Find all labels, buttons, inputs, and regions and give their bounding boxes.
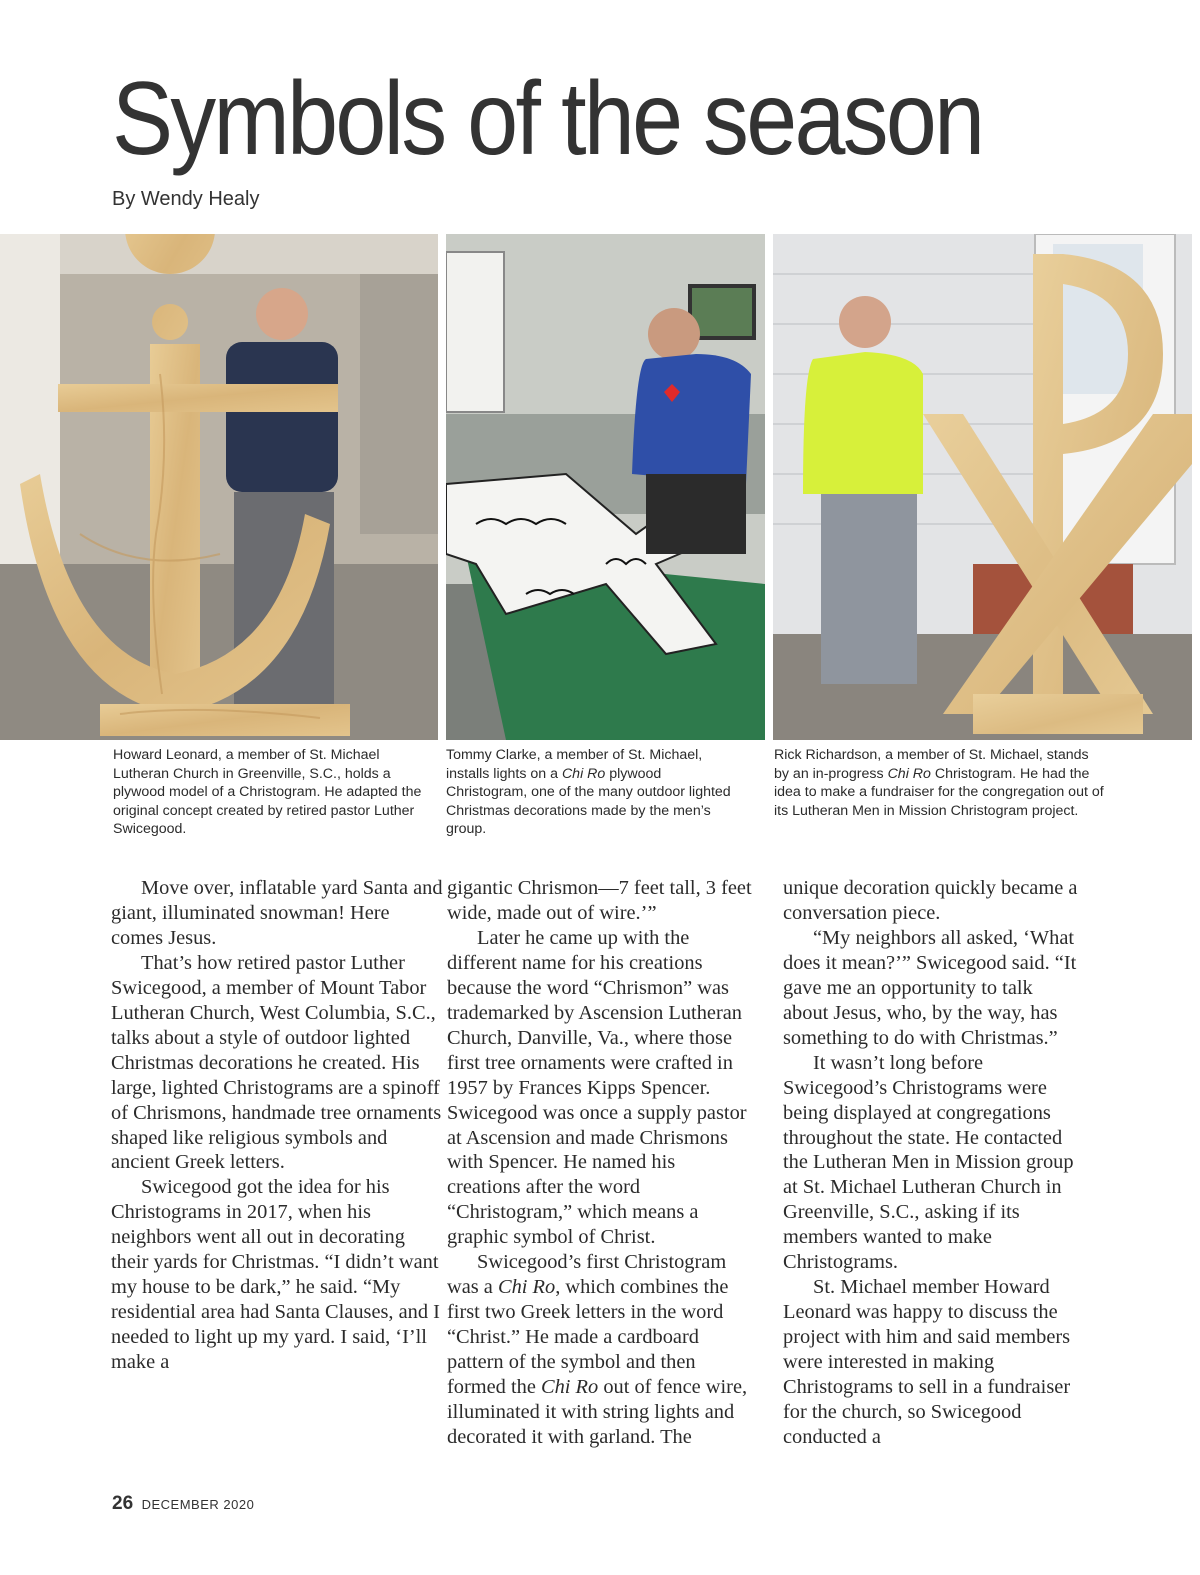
paragraph: That’s how retired pastor Luther Swicegood, a member of Mount Tabor Lutheran Church, West Columbia, S.C., talks about a style of outdoor lighted Christmas decorations he created. His large, lighted Christograms are a spinoff of Chrismons, handmade tree ornaments shaped like religious symbols and ancient Greek letters. — [111, 951, 442, 1174]
page-number: 26 — [112, 1493, 134, 1514]
body-column-2 — [447, 876, 752, 1450]
body-column-3 — [783, 876, 1083, 1450]
paragraph: unique decoration quickly became a conversation piece. — [783, 877, 1078, 924]
paragraph: Swicegood’s first Christogram was a Chi Ro, which combines the first two Greek letters in the word “Christ.” He made a cardboard pattern of the symbol and then formed the Chi Ro out of fence wire, illuminated it with string lights and decorated it with garland. The — [447, 1251, 748, 1448]
byline: By Wendy Healy — [112, 188, 260, 210]
issue-date: DECEMBER 2020 — [141, 1497, 255, 1512]
paragraph: gigantic Chrismon—7 feet tall, 3 feet wide, made out of wire.’” — [447, 877, 752, 924]
paragraph: Later he came up with the different name for his creations because the word “Chrismon” was trademarked by Ascension Lutheran Church, Danville, Va., where those first tree ornaments were crafted in 1957 by Frances Kipps Spencer. Swicegood was once a supply pastor at Ascension and made Chrismons with Spencer. He named his creations after the word “Christogram,” which means a graphic symbol of Christ. — [447, 926, 747, 1249]
caption-photo-1: Howard Leonard, a member of St. Michael Lutheran Church in Greenville, S.C., holds a plywood model of a Christogram. He adapted the original concept created by retired pastor Luther Swicegood. — [113, 747, 422, 838]
caption-photo-2: Tommy Clarke, a member of St. Michael, installs lights on a Chi Ro plywood Christogram, one of the many outdoor lighted Christmas decorations made by the men’s group. — [446, 747, 731, 838]
photo-anchor-christogram — [0, 234, 438, 740]
paragraph: “My neighbors all asked, ‘What does it mean?’” Swicegood said. “It gave me an opportunity to talk about Jesus, who, by the way, has something to do with Christmas.” — [783, 926, 1077, 1049]
photo-chi-ro-christogram — [773, 234, 1192, 740]
paragraph: Swicegood got the idea for his Christograms in 2017, when his neighbors went all out in decorating their yards for Christmas. “I didn’t want my house to be dark,” he said. “My residential area had Santa Clauses, and I needed to light up my yard. I said, ‘I’ll make a — [111, 1176, 440, 1374]
photo-installing-lights — [446, 234, 765, 740]
page-footer — [112, 1493, 254, 1515]
caption-photo-3: Rick Richardson, a member of St. Michael, stands by an in-progress Chi Ro Christogram. He had the idea to make a fundraiser for the congregation out of its Lutheran Men in Mission Christogram project. — [774, 747, 1104, 819]
paragraph: It wasn’t long before Swicegood’s Christograms were being displayed at congregations throughout the state. He contacted the Lutheran Men in Mission group at St. Michael Lutheran Church in Greenville, S.C., asking if its members wanted to make Christograms. — [783, 1051, 1074, 1274]
body-column-1 — [111, 876, 443, 1375]
paragraph: Move over, inflatable yard Santa and giant, illuminated snowman! Here comes Jesus. — [111, 877, 443, 949]
paragraph: St. Michael member Howard Leonard was happy to discuss the project with him and said members were interested in making Christograms to sell in a fundraiser for the church, so Swicegood conducted a — [783, 1276, 1071, 1448]
article-title: Symbols of the season — [112, 61, 983, 177]
